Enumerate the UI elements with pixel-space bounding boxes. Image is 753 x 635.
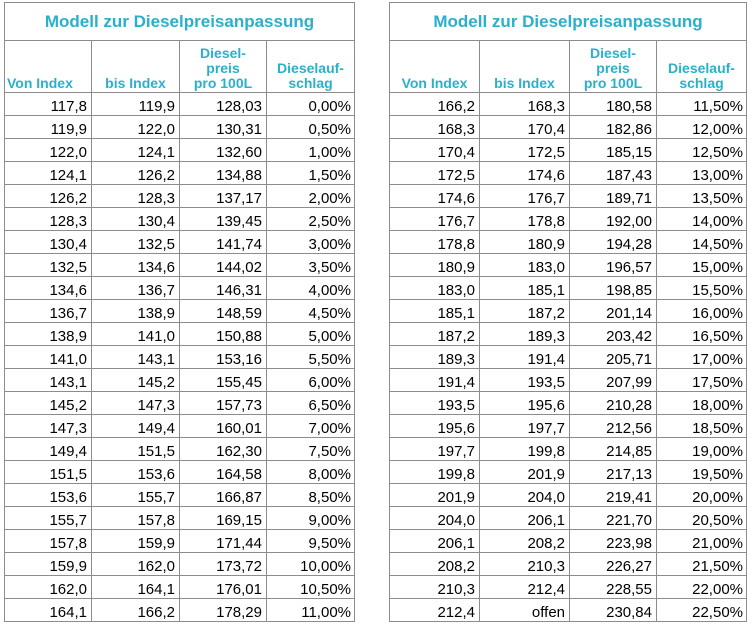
table-row: [5, 231, 355, 254]
col-header-bis-index: bis Index: [480, 41, 570, 93]
cell-dieselpreis: 144,02: [180, 254, 267, 277]
cell-dieselpreis: 217,13: [570, 461, 657, 484]
cell-bis-index: 126,2: [92, 162, 180, 185]
table-row: [390, 599, 747, 622]
col-header-von-index: Von Index: [5, 41, 92, 93]
cell-dieselpreis: 203,42: [570, 323, 657, 346]
cell-dieselpreis: 155,45: [180, 369, 267, 392]
cell-von-index: 168,3: [390, 116, 480, 139]
cell-bis-index: 170,4: [480, 116, 570, 139]
table-row: [5, 323, 355, 346]
cell-bis-index: 128,3: [92, 185, 180, 208]
table-row: [390, 461, 747, 484]
cell-bis-index: 151,5: [92, 438, 180, 461]
cell-von-index: 145,2: [5, 392, 92, 415]
table-title: Modell zur Dieselpreisanpassung: [390, 3, 747, 41]
cell-dieselpreis: 160,01: [180, 415, 267, 438]
cell-bis-index: 143,1: [92, 346, 180, 369]
cell-bis-index: 206,1: [480, 507, 570, 530]
cell-von-index: 157,8: [5, 530, 92, 553]
cell-dieselpreis: 171,44: [180, 530, 267, 553]
cell-dieselpreis: 182,86: [570, 116, 657, 139]
cell-dieselpreis: 196,57: [570, 254, 657, 277]
cell-bis-index: 197,7: [480, 415, 570, 438]
cell-dieselaufschlag: 5,50%: [267, 346, 355, 369]
cell-bis-index: 183,0: [480, 254, 570, 277]
cell-von-index: 149,4: [5, 438, 92, 461]
cell-dieselaufschlag: 19,50%: [657, 461, 747, 484]
table-row: [390, 392, 747, 415]
table-row: [390, 277, 747, 300]
col-header-dieselaufschlag: Dieselauf- schlag: [267, 41, 355, 93]
cell-dieselaufschlag: 7,50%: [267, 438, 355, 461]
cell-bis-index: 141,0: [92, 323, 180, 346]
cell-dieselaufschlag: 0,00%: [267, 93, 355, 116]
cell-dieselpreis: 187,43: [570, 162, 657, 185]
cell-bis-index: 138,9: [92, 300, 180, 323]
cell-dieselaufschlag: 18,00%: [657, 392, 747, 415]
table-row: [5, 530, 355, 553]
cell-von-index: 147,3: [5, 415, 92, 438]
cell-von-index: 155,7: [5, 507, 92, 530]
cell-dieselpreis: 141,74: [180, 231, 267, 254]
cell-dieselaufschlag: 17,50%: [657, 369, 747, 392]
cell-bis-index: 176,7: [480, 185, 570, 208]
cell-bis-index: 193,5: [480, 369, 570, 392]
cell-dieselpreis: 207,99: [570, 369, 657, 392]
cell-dieselpreis: 137,17: [180, 185, 267, 208]
cell-von-index: 162,0: [5, 576, 92, 599]
cell-dieselpreis: 221,70: [570, 507, 657, 530]
table-row: [5, 553, 355, 576]
cell-dieselpreis: 166,87: [180, 484, 267, 507]
cell-bis-index: 119,9: [92, 93, 180, 116]
cell-bis-index: 174,6: [480, 162, 570, 185]
cell-bis-index: 147,3: [92, 392, 180, 415]
cell-von-index: 185,1: [390, 300, 480, 323]
cell-von-index: 166,2: [390, 93, 480, 116]
cell-dieselpreis: 134,88: [180, 162, 267, 185]
table-row: [390, 346, 747, 369]
cell-bis-index: 164,1: [92, 576, 180, 599]
cell-bis-index: 162,0: [92, 553, 180, 576]
cell-bis-index: 208,2: [480, 530, 570, 553]
table-row: [5, 415, 355, 438]
cell-bis-index: 204,0: [480, 484, 570, 507]
cell-dieselaufschlag: 16,00%: [657, 300, 747, 323]
cell-von-index: 130,4: [5, 231, 92, 254]
cell-dieselpreis: 164,58: [180, 461, 267, 484]
cell-dieselpreis: 148,59: [180, 300, 267, 323]
cell-dieselpreis: 150,88: [180, 323, 267, 346]
cell-dieselaufschlag: 20,50%: [657, 507, 747, 530]
table-row: [390, 484, 747, 507]
table-row: [390, 438, 747, 461]
table-row: [5, 484, 355, 507]
cell-bis-index: 210,3: [480, 553, 570, 576]
cell-dieselpreis: 219,41: [570, 484, 657, 507]
cell-dieselpreis: 189,71: [570, 185, 657, 208]
cell-bis-index: 122,0: [92, 116, 180, 139]
cell-dieselaufschlag: 3,50%: [267, 254, 355, 277]
cell-von-index: 117,8: [5, 93, 92, 116]
cell-dieselpreis: 205,71: [570, 346, 657, 369]
cell-dieselaufschlag: 2,00%: [267, 185, 355, 208]
cell-bis-index: 145,2: [92, 369, 180, 392]
table-row: [5, 277, 355, 300]
cell-von-index: 210,3: [390, 576, 480, 599]
table-row: [390, 300, 747, 323]
col-header-dieselpreis: Diesel- preis pro 100L: [570, 41, 657, 93]
cell-bis-index: 212,4: [480, 576, 570, 599]
cell-dieselpreis: 162,30: [180, 438, 267, 461]
cell-dieselpreis: 194,28: [570, 231, 657, 254]
cell-bis-index: 130,4: [92, 208, 180, 231]
cell-von-index: 138,9: [5, 323, 92, 346]
cell-dieselaufschlag: 8,00%: [267, 461, 355, 484]
table-row: [5, 392, 355, 415]
cell-bis-index: offen: [480, 599, 570, 622]
table-row: [5, 369, 355, 392]
cell-von-index: 170,4: [390, 139, 480, 162]
cell-dieselaufschlag: 21,00%: [657, 530, 747, 553]
cell-dieselaufschlag: 1,50%: [267, 162, 355, 185]
cell-bis-index: 157,8: [92, 507, 180, 530]
cell-bis-index: 191,4: [480, 346, 570, 369]
cell-dieselaufschlag: 9,00%: [267, 507, 355, 530]
table-row: [5, 162, 355, 185]
cell-von-index: 174,6: [390, 185, 480, 208]
cell-dieselpreis: 128,03: [180, 93, 267, 116]
table-row: [390, 254, 747, 277]
cell-dieselaufschlag: 11,00%: [267, 599, 355, 622]
table-row: [390, 530, 747, 553]
cell-dieselpreis: 132,60: [180, 139, 267, 162]
cell-von-index: 176,7: [390, 208, 480, 231]
cell-dieselaufschlag: 3,00%: [267, 231, 355, 254]
cell-dieselaufschlag: 22,00%: [657, 576, 747, 599]
table-row: [390, 507, 747, 530]
cell-dieselaufschlag: 14,50%: [657, 231, 747, 254]
table-row: [390, 185, 747, 208]
cell-dieselaufschlag: 9,50%: [267, 530, 355, 553]
cell-dieselaufschlag: 10,50%: [267, 576, 355, 599]
cell-bis-index: 132,5: [92, 231, 180, 254]
cell-bis-index: 149,4: [92, 415, 180, 438]
diesel-table-right: [389, 2, 747, 622]
cell-von-index: 151,5: [5, 461, 92, 484]
table-row: [5, 185, 355, 208]
cell-dieselpreis: 130,31: [180, 116, 267, 139]
table-row: [390, 415, 747, 438]
cell-bis-index: 187,2: [480, 300, 570, 323]
cell-von-index: 208,2: [390, 553, 480, 576]
table-row: [5, 576, 355, 599]
cell-dieselaufschlag: 10,00%: [267, 553, 355, 576]
cell-dieselpreis: 210,28: [570, 392, 657, 415]
col-header-dieselpreis: Diesel- preis pro 100L: [180, 41, 267, 93]
cell-dieselaufschlag: 13,50%: [657, 185, 747, 208]
table-row: [5, 116, 355, 139]
cell-von-index: 153,6: [5, 484, 92, 507]
cell-dieselpreis: 226,27: [570, 553, 657, 576]
cell-dieselpreis: 214,85: [570, 438, 657, 461]
cell-bis-index: 134,6: [92, 254, 180, 277]
cell-bis-index: 195,6: [480, 392, 570, 415]
cell-bis-index: 201,9: [480, 461, 570, 484]
cell-von-index: 195,6: [390, 415, 480, 438]
cell-dieselaufschlag: 5,00%: [267, 323, 355, 346]
cell-von-index: 159,9: [5, 553, 92, 576]
cell-von-index: 201,9: [390, 484, 480, 507]
cell-bis-index: 136,7: [92, 277, 180, 300]
cell-dieselaufschlag: 4,50%: [267, 300, 355, 323]
cell-von-index: 180,9: [390, 254, 480, 277]
table-row: [5, 461, 355, 484]
cell-von-index: 172,5: [390, 162, 480, 185]
table-row: [390, 231, 747, 254]
cell-dieselaufschlag: 11,50%: [657, 93, 747, 116]
table-row: [5, 300, 355, 323]
cell-dieselaufschlag: 19,00%: [657, 438, 747, 461]
table-row: [5, 93, 355, 116]
cell-dieselaufschlag: 0,50%: [267, 116, 355, 139]
table-row: [5, 599, 355, 622]
cell-dieselaufschlag: 4,00%: [267, 277, 355, 300]
cell-bis-index: 172,5: [480, 139, 570, 162]
cell-dieselaufschlag: 14,00%: [657, 208, 747, 231]
table-row: [5, 254, 355, 277]
cell-dieselaufschlag: 20,00%: [657, 484, 747, 507]
table-row: [5, 438, 355, 461]
cell-von-index: 143,1: [5, 369, 92, 392]
col-header-dieselaufschlag: Dieselauf- schlag: [657, 41, 747, 93]
cell-dieselpreis: 180,58: [570, 93, 657, 116]
cell-von-index: 119,9: [5, 116, 92, 139]
cell-dieselaufschlag: 15,00%: [657, 254, 747, 277]
cell-dieselpreis: 198,85: [570, 277, 657, 300]
cell-von-index: 197,7: [390, 438, 480, 461]
cell-von-index: 189,3: [390, 346, 480, 369]
cell-dieselpreis: 228,55: [570, 576, 657, 599]
diesel-table-left: [4, 2, 355, 622]
cell-dieselpreis: 230,84: [570, 599, 657, 622]
cell-dieselaufschlag: 22,50%: [657, 599, 747, 622]
table-title: Modell zur Dieselpreisanpassung: [5, 3, 355, 41]
cell-dieselaufschlag: 8,50%: [267, 484, 355, 507]
cell-bis-index: 189,3: [480, 323, 570, 346]
cell-dieselaufschlag: 12,00%: [657, 116, 747, 139]
table-row: [5, 208, 355, 231]
table-row: [390, 553, 747, 576]
cell-dieselaufschlag: 6,00%: [267, 369, 355, 392]
cell-dieselaufschlag: 2,50%: [267, 208, 355, 231]
cell-dieselpreis: 176,01: [180, 576, 267, 599]
cell-bis-index: 178,8: [480, 208, 570, 231]
table-row: [390, 93, 747, 116]
cell-von-index: 212,4: [390, 599, 480, 622]
cell-von-index: 126,2: [5, 185, 92, 208]
cell-von-index: 136,7: [5, 300, 92, 323]
cell-dieselaufschlag: 16,50%: [657, 323, 747, 346]
cell-dieselpreis: 173,72: [180, 553, 267, 576]
cell-dieselpreis: 201,14: [570, 300, 657, 323]
cell-dieselpreis: 146,31: [180, 277, 267, 300]
cell-von-index: 191,4: [390, 369, 480, 392]
table-row: [390, 576, 747, 599]
cell-bis-index: 166,2: [92, 599, 180, 622]
cell-dieselpreis: 223,98: [570, 530, 657, 553]
cell-von-index: 183,0: [390, 277, 480, 300]
cell-von-index: 128,3: [5, 208, 92, 231]
cell-dieselpreis: 139,45: [180, 208, 267, 231]
cell-dieselaufschlag: 13,00%: [657, 162, 747, 185]
cell-von-index: 122,0: [5, 139, 92, 162]
cell-bis-index: 159,9: [92, 530, 180, 553]
col-header-bis-index: bis Index: [92, 41, 180, 93]
cell-dieselpreis: 185,15: [570, 139, 657, 162]
cell-dieselpreis: 192,00: [570, 208, 657, 231]
cell-dieselpreis: 212,56: [570, 415, 657, 438]
cell-von-index: 187,2: [390, 323, 480, 346]
cell-bis-index: 124,1: [92, 139, 180, 162]
cell-von-index: 206,1: [390, 530, 480, 553]
cell-von-index: 199,8: [390, 461, 480, 484]
cell-bis-index: 153,6: [92, 461, 180, 484]
cell-von-index: 164,1: [5, 599, 92, 622]
table-row: [390, 208, 747, 231]
cell-dieselpreis: 157,73: [180, 392, 267, 415]
cell-dieselaufschlag: 18,50%: [657, 415, 747, 438]
cell-dieselpreis: 169,15: [180, 507, 267, 530]
cell-bis-index: 180,9: [480, 231, 570, 254]
cell-von-index: 134,6: [5, 277, 92, 300]
cell-dieselpreis: 178,29: [180, 599, 267, 622]
table-row: [5, 507, 355, 530]
cell-von-index: 124,1: [5, 162, 92, 185]
cell-von-index: 132,5: [5, 254, 92, 277]
table-row: [390, 116, 747, 139]
cell-bis-index: 199,8: [480, 438, 570, 461]
table-row: [390, 323, 747, 346]
cell-von-index: 141,0: [5, 346, 92, 369]
cell-dieselaufschlag: 21,50%: [657, 553, 747, 576]
cell-dieselaufschlag: 7,00%: [267, 415, 355, 438]
cell-dieselpreis: 153,16: [180, 346, 267, 369]
cell-dieselaufschlag: 6,50%: [267, 392, 355, 415]
cell-von-index: 193,5: [390, 392, 480, 415]
table-row: [390, 139, 747, 162]
table-row: [5, 139, 355, 162]
cell-von-index: 178,8: [390, 231, 480, 254]
cell-bis-index: 185,1: [480, 277, 570, 300]
cell-dieselaufschlag: 17,00%: [657, 346, 747, 369]
cell-dieselaufschlag: 12,50%: [657, 139, 747, 162]
cell-dieselaufschlag: 15,50%: [657, 277, 747, 300]
cell-bis-index: 155,7: [92, 484, 180, 507]
col-header-von-index: Von Index: [390, 41, 480, 93]
cell-von-index: 204,0: [390, 507, 480, 530]
cell-bis-index: 168,3: [480, 93, 570, 116]
cell-dieselaufschlag: 1,00%: [267, 139, 355, 162]
table-row: [390, 369, 747, 392]
table-row: [390, 162, 747, 185]
table-row: [5, 346, 355, 369]
